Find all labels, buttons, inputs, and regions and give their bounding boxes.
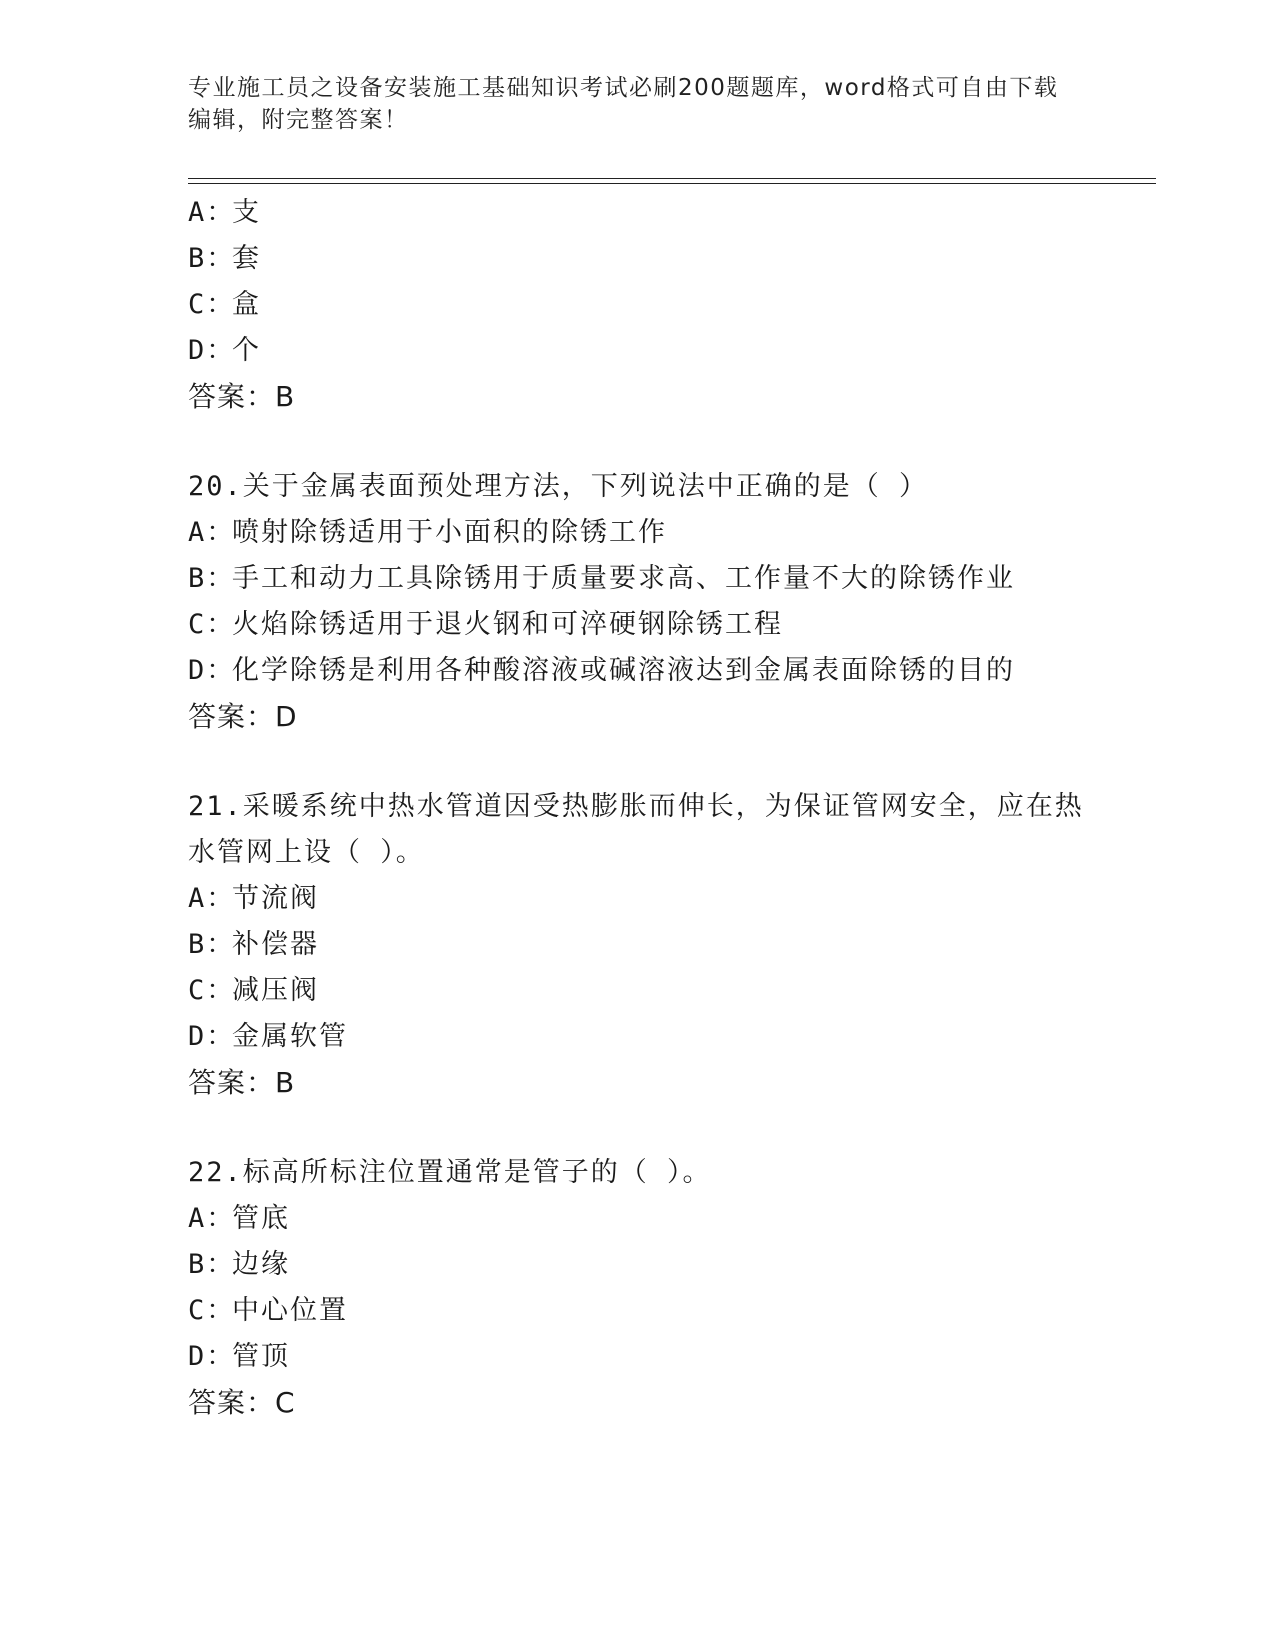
option-d (188, 1334, 1148, 1380)
option-text: 管顶 (232, 1341, 290, 1372)
option-b (188, 922, 1148, 968)
option-text: 喷射除锈适用于小面积的除锈工作 (232, 517, 667, 548)
option-d (188, 648, 1148, 694)
question-spacer (188, 740, 1148, 784)
option-label: B： (188, 1249, 236, 1280)
question-list (188, 190, 1148, 1426)
option-label: B： (188, 929, 236, 960)
option-label: A： (188, 517, 236, 548)
option-text: 化学除锈是利用各种酸溶液或碱溶液达到金属表面除锈的目的 (232, 655, 1015, 686)
question-spacer (188, 420, 1148, 464)
option-label: C： (188, 609, 236, 640)
option-c (188, 602, 1148, 648)
option-d (188, 328, 1148, 374)
option-c (188, 1288, 1148, 1334)
option-label: D： (188, 655, 236, 686)
option-d (188, 1014, 1148, 1060)
option-b (188, 1242, 1148, 1288)
question-stem: 20.关于金属表面预处理方法，下列说法中正确的是（ ） (188, 471, 929, 502)
answer-line: 答案：C (188, 1386, 296, 1419)
option-text: 边缘 (232, 1249, 290, 1280)
option-label: C： (188, 975, 236, 1006)
option-b (188, 236, 1148, 282)
question-spacer (188, 1106, 1148, 1150)
question-stem: 22.标高所标注位置通常是管子的（ ）。 (188, 1157, 712, 1188)
option-text: 减压阀 (232, 975, 319, 1006)
option-text: 盒 (232, 289, 261, 320)
question-block-22 (188, 1150, 1148, 1426)
question-stem-line-1: 21.采暖系统中热水管道因受热膨胀而伸长，为保证管网安全，应在热 (188, 791, 1084, 822)
option-label: D： (188, 1021, 236, 1052)
answer-line: 答案：D (188, 700, 298, 733)
question-stem-line-2: 水管网上设（ ）。 (188, 837, 425, 868)
header-rule-top (188, 178, 1156, 179)
option-label: A： (188, 1203, 236, 1234)
option-a (188, 190, 1148, 236)
question-block-20 (188, 464, 1148, 740)
option-text: 套 (232, 243, 261, 274)
option-label: B： (188, 563, 236, 594)
document-header (188, 72, 1088, 136)
option-label: D： (188, 1341, 236, 1372)
answer-line: 答案：B (188, 380, 296, 413)
option-c (188, 968, 1148, 1014)
header-title-line-1: 专业施工员之设备安装施工基础知识考试必刷200题题库，word格式可自由下载 (188, 75, 1059, 101)
option-b (188, 556, 1148, 602)
option-text: 金属软管 (232, 1021, 348, 1052)
option-label: A： (188, 883, 236, 914)
option-text: 管底 (232, 1203, 290, 1234)
option-text: 节流阀 (232, 883, 319, 914)
option-a (188, 510, 1148, 556)
option-label: B： (188, 243, 236, 274)
option-label: A： (188, 197, 236, 228)
answer-line: 答案：B (188, 1066, 296, 1099)
header-rule-bottom (188, 183, 1156, 184)
option-text: 个 (232, 335, 261, 366)
question-block-21 (188, 784, 1148, 1106)
option-a (188, 876, 1148, 922)
option-label: C： (188, 289, 236, 320)
option-text: 支 (232, 197, 261, 228)
option-c (188, 282, 1148, 328)
option-text: 中心位置 (232, 1295, 348, 1326)
header-title-line-2: 编辑，附完整答案！ (188, 107, 409, 133)
option-text: 补偿器 (232, 929, 319, 960)
question-block-partial (188, 190, 1148, 420)
option-label: C： (188, 1295, 236, 1326)
option-a (188, 1196, 1148, 1242)
option-text: 手工和动力工具除锈用于质量要求高、工作量不大的除锈作业 (232, 563, 1015, 594)
option-text: 火焰除锈适用于退火钢和可淬硬钢除锈工程 (232, 609, 783, 640)
option-label: D： (188, 335, 236, 366)
